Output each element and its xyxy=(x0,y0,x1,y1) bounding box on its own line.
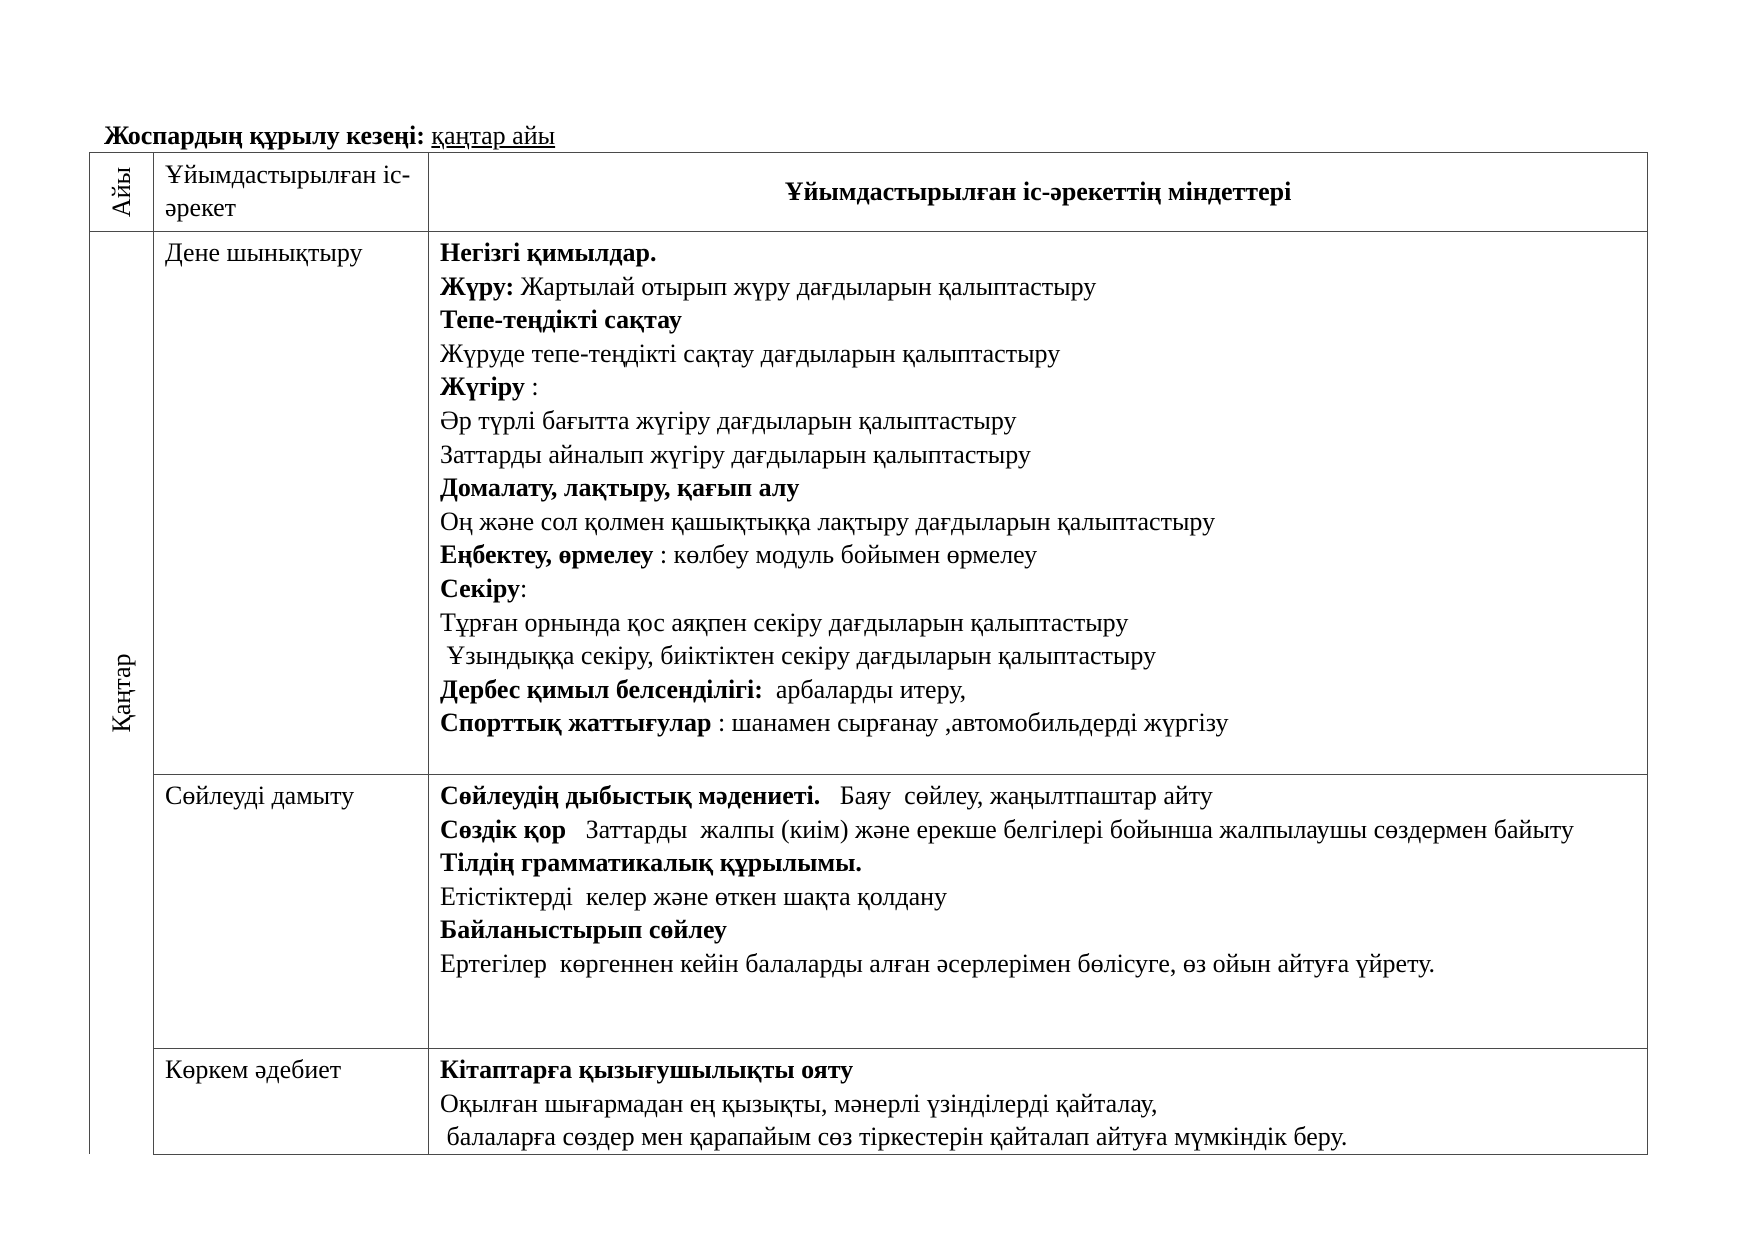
task-line-text: : шанамен сырғанау ,автомобильдерді жүргізу xyxy=(711,708,1229,738)
task-line xyxy=(440,303,1641,337)
task-line-text: Оқылған шығармадан ең қызықты, мәнерлі үзінділерді қайталау, xyxy=(440,1088,1158,1118)
task-line-heading: Кітаптарға қызығушылықты ояту xyxy=(440,1055,854,1084)
task-line xyxy=(440,370,1641,404)
header-month: Айы xyxy=(106,166,136,218)
task-line xyxy=(440,572,1641,606)
task-line-heading: Тілдің грамматикалық құрылымы. xyxy=(440,848,862,878)
plan-table xyxy=(89,152,1648,1155)
task-line-text: Ертегілер көргеннен кейін балаларды алған әсерлерімен бөлісуге, өз ойын айтуға үйрету. xyxy=(440,948,1436,978)
task-line xyxy=(440,1053,1641,1087)
task-line xyxy=(440,606,1641,640)
task-line-text: Ұзындыққа секіру, биіктіктен секіру дағдыларын қалыптастыру xyxy=(440,641,1157,671)
task-line-text: Оң және сол қолмен қашықтыққа лақтыру дағдыларын қалыптастыру xyxy=(440,506,1216,536)
task-line-text: : xyxy=(519,573,528,603)
table-row xyxy=(90,232,1648,775)
tasks-cell xyxy=(429,775,1648,1049)
task-line-text: Тұрған орнында қос аяқпен секіру дағдыларын қалыптастыру xyxy=(440,607,1129,637)
task-line xyxy=(440,639,1641,673)
task-line-heading: Тепе-теңдікті сақтау xyxy=(440,305,682,335)
table-row xyxy=(90,1049,1648,1155)
header-tasks: Ұйымдастырылған іс-әрекеттің міндеттері xyxy=(429,153,1648,232)
task-line-heading: Секіру xyxy=(440,573,520,603)
plan-heading-value: қаңтар айы xyxy=(431,121,556,150)
task-line xyxy=(440,1087,1641,1121)
task-line-heading: Дербес қимыл белсенділігі: xyxy=(440,674,763,704)
task-line xyxy=(440,270,1641,304)
task-line-heading: Жүру: xyxy=(440,271,515,301)
task-line xyxy=(440,337,1641,371)
task-line xyxy=(440,1120,1641,1154)
task-line xyxy=(440,813,1641,847)
month-label: Қаңтар xyxy=(106,653,136,733)
task-line-text: : xyxy=(524,372,539,402)
task-line-text: Заттарды айналып жүгіру дағдыларын қалыптастыру xyxy=(440,439,1031,469)
task-line xyxy=(440,846,1641,880)
task-line-heading: Байланыстырып сөйлеу xyxy=(440,915,727,945)
task-line-text: : көлбеу модуль бойымен өрмелеу xyxy=(653,540,1038,570)
task-line xyxy=(440,913,1641,947)
plan-heading xyxy=(104,118,555,154)
task-line xyxy=(440,947,1641,981)
activity-cell: Сөйлеуді дамыту xyxy=(154,775,429,1049)
header-activity: Ұйымдастырылған іс-әрекет xyxy=(154,153,429,232)
task-line xyxy=(440,538,1641,572)
task-line-text: балаларға сөздер мен қарапайым сөз тіркестерін қайталап айтуға мүмкіндік беру. xyxy=(440,1122,1348,1152)
task-line-text: Заттарды жалпы (киім) және ерекше белгілері бойынша жалпылаушы сөздермен байыту xyxy=(566,814,1574,844)
task-line-heading: Спорттық жаттығулар xyxy=(440,708,712,738)
header-month-cell xyxy=(90,153,154,232)
task-line-text: Жүруде тепе-теңдікті сақтау дағдыларын қалыптастыру xyxy=(440,338,1061,368)
task-line-text: Баяу сөйлеу, жаңылтпаштар айту xyxy=(820,781,1213,810)
task-line-heading: Еңбектеу, өрмелеу xyxy=(440,540,654,570)
task-line-heading: Сөйлеудің дыбыстық мәдениеті. xyxy=(440,781,821,810)
table-row xyxy=(90,775,1648,1049)
activity-cell: Көркем әдебиет xyxy=(154,1049,429,1155)
plan-heading-label: Жоспардың құрылу кезеңі: xyxy=(104,121,425,150)
task-line xyxy=(440,779,1641,813)
task-line-heading: Жүгіру xyxy=(440,372,525,402)
task-line xyxy=(440,706,1641,740)
tasks-cell xyxy=(429,1049,1648,1155)
task-line-heading: Домалату, лақтыру, қағып алу xyxy=(440,473,800,503)
task-line xyxy=(440,505,1641,539)
task-line xyxy=(440,673,1641,707)
task-line xyxy=(440,438,1641,472)
task-line-text: Етістіктерді келер және өткен шақта қолдану xyxy=(440,881,948,911)
task-line xyxy=(440,880,1641,914)
task-line-heading: Негізгі қимылдар. xyxy=(440,238,657,267)
activity-cell: Дене шынықтыру xyxy=(154,232,429,775)
task-line-text: Жартылай отырып жүру дағдыларын қалыптастыру xyxy=(514,271,1097,301)
tasks-cell xyxy=(429,232,1648,775)
task-line xyxy=(440,404,1641,438)
task-line-text: арбаларды итеру, xyxy=(762,674,967,704)
task-line-heading: Сөздік қор xyxy=(440,814,567,844)
table-header-row xyxy=(90,153,1648,232)
month-cell xyxy=(90,232,154,1155)
task-line-text: Әр түрлі бағытта жүгіру дағдыларын қалыптастыру xyxy=(440,405,1017,435)
task-line xyxy=(440,471,1641,505)
task-line xyxy=(440,236,1641,270)
